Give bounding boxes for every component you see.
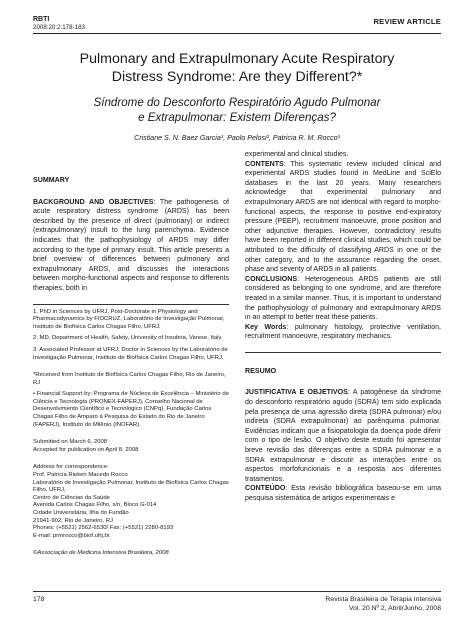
footer-journal — [326, 596, 441, 613]
justificativa-text: : A patogênese da síndrome do desconforto respiratório agudo (SDRA) tem sido explicada pela presença de uma agressão direta (SDRA pulmonar) e/ou indireta (SDRA extrapulmonar) ao parênquima pulmonar. Evidências indicam que a fisiopatologia da doença pode diferir com o tipo de lesão. O objetivo deste estudo foi apresentar breve revisão das diferenças entre a SDRA pulmonar e a SDRA extrapulmonar e discutir as interações entre os aspectos morfofuncionais e a resposta aos diferentes tratamentos. — [245, 389, 442, 483]
right-column — [245, 150, 441, 504]
summary-heading: SUMMARY — [33, 176, 70, 184]
justificativa-label: JUSTIFICATIVA E OBJETIVOS — [245, 389, 348, 397]
background-paragraph — [33, 198, 229, 294]
subtitle-line-2: e Extrapulmonar: Existem Diferenças? — [138, 111, 336, 124]
article-title — [40, 50, 434, 86]
correspondence-line: Centro de Ciências da Saúde — [33, 494, 110, 501]
correspondence-line: Avenida Carlos Chagas Filho, s/n, Bloco G-014 — [33, 502, 157, 509]
title-line-1: Pulmonary and Extrapulmonary Acute Respiratory — [79, 51, 395, 67]
footnote-divider — [33, 304, 229, 305]
page-number: 178 — [33, 596, 45, 603]
title-line-2: Distress Syndrome: Are they Different?* — [111, 69, 363, 85]
left-column — [33, 176, 229, 562]
funding-note: • Financial Support by: Programa de Núcleos de Excelência – Ministério de Ciência e Tecnologia (PRONEX-FAPERJ), Conselho Nacional de Desenvolvimento Científico e Tecnológico (CNPq), Fundação Carlos Chagas Filho de Amparo à Pesquisa do Estado do Rio de Janeiro (FAPERJ), Instituto do Milênio (INOFAR). — [33, 391, 229, 428]
keywords-label: Key Words — [245, 323, 287, 331]
correspondence-line: Address for correspondence: — [33, 464, 109, 471]
header-divider — [33, 33, 441, 34]
footer-journal-name: Revista Brasileira de Terapia Intensiva — [325, 596, 441, 603]
conclusions-paragraph — [245, 275, 441, 323]
background-label: BACKGROUND AND OBJECTIVES — [33, 198, 154, 206]
correspondence-line: Laboratório de Investigação Pulmonar, Instituto de Biofísica Carlos Chagas Filho, UFRJ, — [33, 479, 229, 494]
conclusions-label: CONCLUSIONS — [245, 275, 298, 283]
article-subtitle — [40, 95, 434, 125]
contents-paragraph — [245, 160, 441, 275]
footer-divider — [33, 591, 441, 592]
correspondence-line: 21941-902, Rio de Janeiro, RJ — [33, 517, 113, 524]
received-from: *Received from Instituto de Biofísica Carlos Chagas Filho, Rio de Janeiro, RJ — [33, 372, 226, 386]
conteudo-label: CONTEÚDO — [245, 485, 286, 493]
correspondence-line: Prof. Patricia Rieken Macedo Rocco — [33, 472, 128, 479]
contents-text: : This systematic review included clinical and experimental ARDS studies found in MedLine and SciElo databases in the last 20 years. Many researchers acknowledge that experimental pulmonary and extrapulmonary ARDS are not identical with regard to morpho-functional aspects, the response to positive end-expiratory pressure (PEEP), recruitment manoeuvre, prone position and other adjunctive therapies. However, contradictory results have been reported in different clinical studies, which could be attributed to the difficulty of classifying ARDS in one or the other category, and to the assurance regarding the onset, phase and severity of ARDS in all patients. — [245, 160, 441, 274]
conclusions-text: : Heterogeneous ARDS patients are still considered as belonging to one syndrome, and are therefore treated in a similar manner. Thus, it is important to understand the pathophysiology of pulmonary and extrapulmonary ARDS in an attempt to better treat these patients. — [245, 275, 441, 322]
footer-volume: Vol. 20 Nº 2, Abril/Junho, 2008 — [348, 604, 441, 612]
affiliation-1: 1. PhD in Sciences by UFRJ, Post-Doctorate in Physiology and Pharmacodynamics by FIOCRUZ, Laboratório de Investigação Pulmonar, Instituto de Biofísica Carlos Chagas Filho, UFRJ. — [33, 308, 225, 330]
justificativa-paragraph — [245, 388, 441, 484]
section-label: REVIEW ARTICLE — [373, 17, 441, 26]
journal-abbrev: RBTI — [33, 16, 50, 23]
contents-label: CONTENTS — [245, 160, 284, 168]
conteudo-text: : Esta revisão bibliográfica baseou-se em uma pesquisa sistemática de artigos experimentais e — [245, 485, 441, 502]
correspondence-line: Cidade Universitária, Ilha do Fundão — [33, 510, 129, 516]
resumo-heading: RESUMO — [245, 366, 277, 375]
subtitle-line-1: Síndrome do Desconforto Respiratório Agudo Pulmonar — [93, 96, 381, 109]
correspondence-email: E-mail: prmrocco@biof.ufrj.br — [33, 532, 110, 539]
keywords-paragraph — [245, 323, 441, 342]
footnotes — [33, 309, 229, 558]
background-text: : The pathogenesis of acute respiratory distress syndrome (ARDS) has been described by the presence of direct (pulmonary) or indirect (extrapulmonary) insult to the lung parenchyma. Evidence indicates that the pathophysiology of ARDS may differ according to the type of primary insult. This article presents a brief overview of differences between pulmonary and extrapulmonary ARDS, and discusses the interactions between morpho-functional aspects and response to differents therapies, both in — [33, 198, 229, 292]
correspondence-address — [33, 464, 229, 540]
keywords-text: : pulmonary histology, protective ventilation, recruitment manoeuvre, respiratory mechanics. — [245, 323, 441, 341]
author-list: Cristiane S. N. Baez Garcia¹, Paolo Pelosi², Patricia R. M. Rocco³ — [134, 134, 340, 142]
submitted-date: Submitted on March 6, 2008 — [33, 439, 108, 446]
submission-dates — [33, 439, 229, 454]
correspondence-line: Phones: (+5521) 2562-6530/ Fax: (+5521) 2280-8193 — [33, 525, 174, 532]
conteudo-paragraph — [245, 484, 441, 503]
resumo-divider — [245, 352, 441, 353]
accepted-date: Accepted for publication on April 8, 2008 — [33, 446, 139, 453]
affiliation-2: 2. MD, Department of Health, Safety, University of Insubria, Varese, Italy. — [33, 335, 223, 342]
citation: 2008:20:2:178-183 — [33, 24, 85, 31]
affiliation-3: 3. Associated Professor at UFRJ; Doctor in Sciences by the Laboratório de Investigação Pulmonar, Instituto de Biofísica Carlos Chagas Filho, UFRJ. — [33, 346, 228, 361]
background-continuation: experimental and clinical studies. — [245, 151, 349, 158]
copyright-notice: ©Associação de Medicina Intensiva Brasileira, 2008 — [33, 550, 169, 557]
running-header-left — [33, 16, 85, 32]
